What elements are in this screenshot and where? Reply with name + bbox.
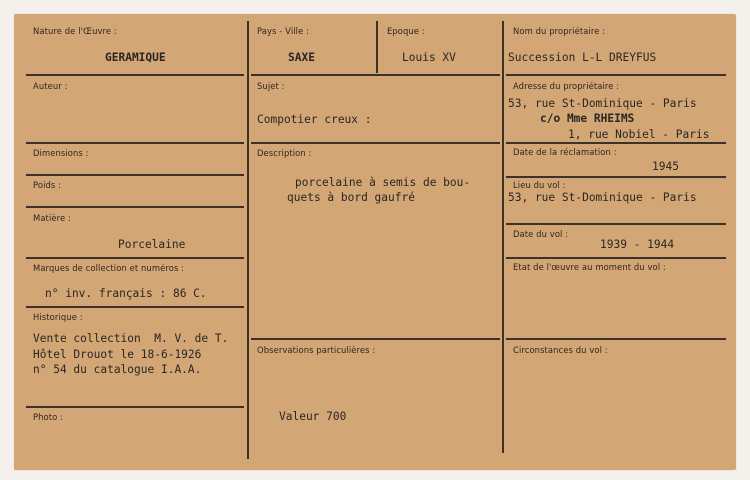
value-adresse-line3: 1, rue Nobiel - Paris bbox=[568, 128, 710, 141]
rule bbox=[26, 306, 244, 308]
inventory-card bbox=[14, 14, 736, 470]
label-nature: Nature de l'Œuvre : bbox=[33, 26, 117, 36]
label-date-reclamation: Date de la réclamation : bbox=[513, 147, 617, 157]
label-circonstances: Circonstances du vol : bbox=[513, 345, 608, 355]
value-lieu-vol: 53, rue St-Dominique - Paris bbox=[508, 191, 697, 204]
rule bbox=[506, 223, 726, 225]
label-photo: Photo : bbox=[33, 412, 64, 422]
rule bbox=[506, 74, 726, 76]
rule bbox=[26, 74, 244, 76]
column-divider-middle bbox=[502, 21, 504, 453]
label-poids: Poids : bbox=[33, 180, 62, 190]
label-matiere: Matière : bbox=[33, 213, 71, 223]
rule bbox=[506, 338, 726, 340]
value-historique-line2: Hôtel Drouot le 18-6-1926 bbox=[33, 348, 202, 361]
value-description-line2: quets à bord gaufré bbox=[287, 191, 415, 204]
column-divider-epoque bbox=[376, 21, 378, 73]
value-sujet: Compotier creux : bbox=[257, 113, 372, 126]
value-proprietaire: Succession L-L DREYFUS bbox=[508, 51, 657, 64]
label-pays-ville: Pays - Ville : bbox=[257, 26, 310, 36]
rule bbox=[26, 142, 244, 144]
rule bbox=[506, 176, 726, 178]
label-marques: Marques de collection et numéros : bbox=[33, 263, 185, 273]
rule bbox=[251, 142, 500, 144]
value-date-reclamation: 1945 bbox=[652, 160, 679, 173]
rule bbox=[26, 257, 244, 259]
label-dimensions: Dimensions : bbox=[33, 148, 89, 158]
value-pays-ville: SAXE bbox=[288, 51, 315, 64]
label-observations: Observations particulières : bbox=[257, 345, 376, 355]
rule bbox=[26, 406, 244, 408]
rule bbox=[251, 74, 500, 76]
label-lieu-vol: Lieu du vol : bbox=[513, 180, 566, 190]
value-adresse-line2: c/o Mme RHEIMS bbox=[540, 112, 635, 125]
label-date-vol: Date du vol : bbox=[513, 229, 569, 239]
rule bbox=[26, 206, 244, 208]
label-epoque: Epoque : bbox=[387, 26, 425, 36]
rule bbox=[506, 257, 726, 259]
value-observations: Valeur 700 bbox=[279, 410, 347, 423]
value-adresse-line1: 53, rue St-Dominique - Paris bbox=[508, 97, 697, 110]
value-nature: GERAMIQUE bbox=[105, 51, 166, 64]
value-marques: n° inv. français : 86 C. bbox=[45, 287, 207, 300]
label-historique: Historique : bbox=[33, 312, 83, 322]
value-description-line1: porcelaine à semis de bou- bbox=[295, 176, 471, 189]
label-sujet: Sujet : bbox=[257, 81, 285, 91]
column-divider-left bbox=[247, 21, 249, 459]
label-auteur: Auteur : bbox=[33, 81, 68, 91]
label-etat: Etat de l'œuvre au moment du vol : bbox=[513, 262, 666, 272]
value-historique-line3: n° 54 du catalogue I.A.A. bbox=[33, 363, 202, 376]
value-date-vol: 1939 - 1944 bbox=[600, 238, 675, 251]
value-matiere: Porcelaine bbox=[118, 238, 186, 251]
value-epoque: Louis XV bbox=[402, 51, 456, 64]
label-adresse: Adresse du propriétaire : bbox=[513, 81, 620, 91]
value-historique-line1: Vente collection M. V. de T. bbox=[33, 332, 229, 345]
label-description: Description : bbox=[257, 148, 312, 158]
label-proprietaire: Nom du propriétaire : bbox=[513, 26, 606, 36]
rule bbox=[251, 338, 500, 340]
rule bbox=[506, 142, 726, 144]
rule bbox=[26, 174, 244, 176]
